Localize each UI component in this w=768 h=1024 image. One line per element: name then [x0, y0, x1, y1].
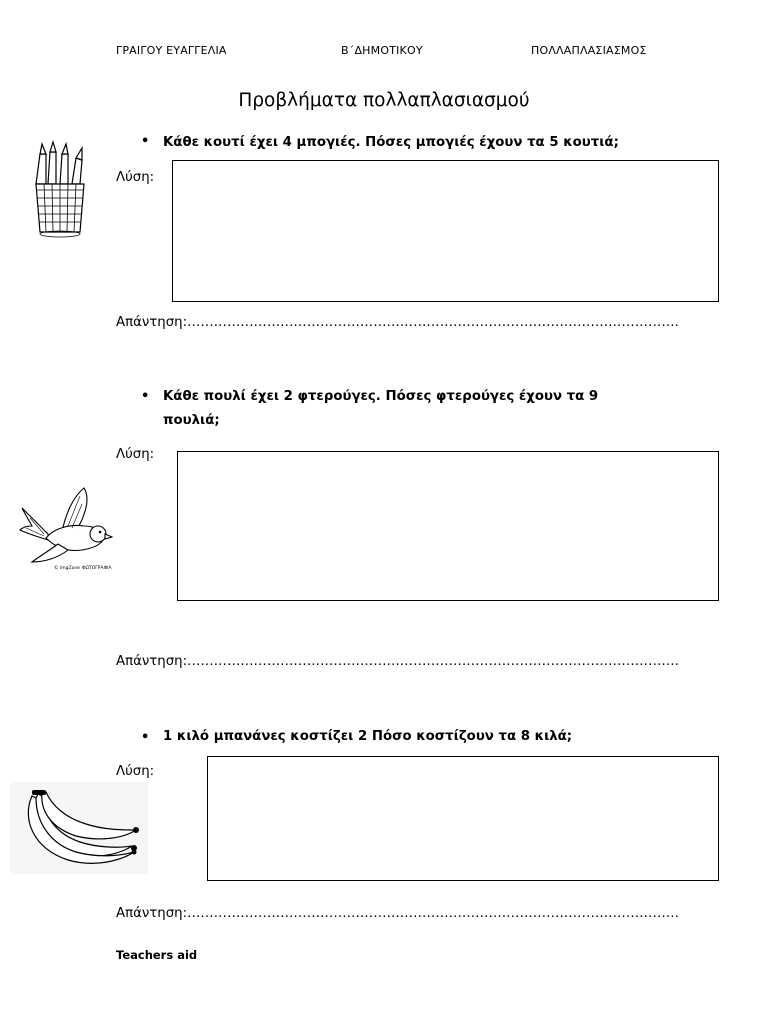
footer-text: Teachers aid [116, 948, 198, 962]
bullet-2: • [141, 389, 150, 404]
page-title: Προβλήματα πολλαπλασιασμού [238, 90, 530, 111]
header-subject: ΠΟΛΛΑΠΛΑΣΙΑΣΜΟΣ [531, 44, 647, 57]
problem-1-solution-box[interactable] [172, 160, 719, 302]
header-grade: Β΄ΔΗΜΟΤΙΚΟΥ [341, 44, 423, 57]
problem-3-solution-box[interactable] [207, 756, 719, 881]
bird-caption-right: ΦΩΤΟΓΡΑΦΙΑ [82, 566, 112, 571]
bullet-3: • [141, 730, 150, 745]
problem-2-question-line2: πουλιά; [163, 413, 220, 428]
problem-3-question: 1 κιλό μπανάνες κοστίζει 2 Πόσο κοστίζουν τα 8 κιλά; [163, 729, 573, 744]
pencil-cup-icon [28, 140, 92, 240]
problem-3-solution-label: Λύση: [116, 764, 155, 779]
problem-1-answer-line[interactable]: Απάντηση:………………………………………………………………………………………………… [116, 315, 680, 330]
bird-caption-left: © ImgZone [54, 566, 80, 571]
problem-2-solution-box[interactable] [177, 451, 719, 601]
problem-2-answer-line[interactable]: Απάντηση:………………………………………………………………………………………………… [116, 654, 680, 669]
problem-2-solution-label: Λύση: [116, 447, 155, 462]
problem-3-answer-line[interactable]: Απάντηση:………………………………………………………………………………………………… [116, 906, 680, 921]
bird-icon [18, 482, 113, 577]
problem-1-solution-label: Λύση: [116, 170, 155, 185]
bullet-1: • [141, 134, 150, 149]
problem-2-question-line1: Κάθε πουλί έχει 2 φτερούγες. Πόσες φτερούγες έχουν τα 9 [163, 389, 599, 404]
bananas-icon [10, 782, 148, 874]
header-author: ΓΡΑΙΓΟΥ ΕΥΑΓΓΕΛΙΑ [116, 44, 227, 57]
problem-1-question: Κάθε κουτί έχει 4 μπογιές. Πόσες μπογιές έχουν τα 5 κουτιά; [163, 135, 619, 150]
